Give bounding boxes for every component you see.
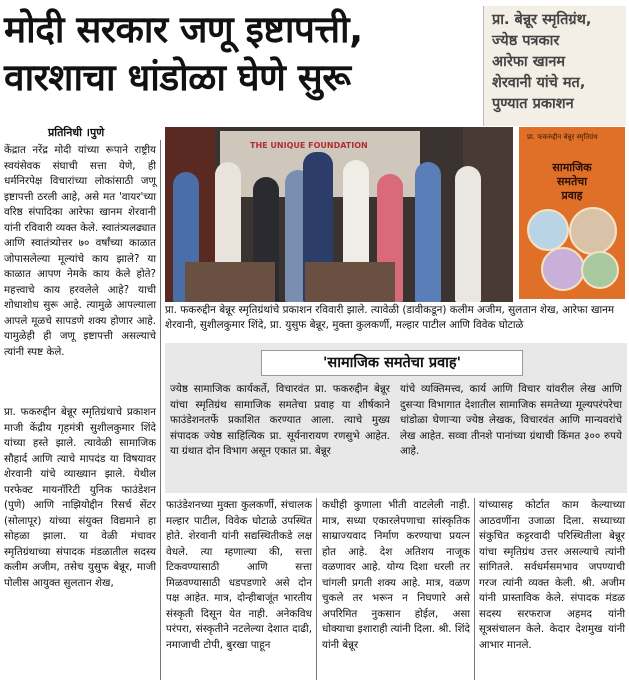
book-title-line: समतेचा: [556, 175, 588, 188]
book-title-line: प्रवाह: [561, 189, 583, 202]
event-photo: [165, 127, 513, 302]
table: [305, 262, 395, 302]
article-col-4: यांच्यासह कोर्टात काम केल्याच्या आठवणींना उजाळा दिला. सध्याच्या संकुचित कट्टरवादी परिस्थितीला बेन्नूर यांचा स्मृतिग्रंथ उत्तर असल्याचे त्यांनी सांगितले. सर्वधर्मसमभाव जपण्याची गरज त्यांनी व्यक्त केली. श्री. अजीम यांनी प्रास्ताविक केले. संपादक मंडळ सदस्य सरफराज अहमद यांनी सूत्रसंचालन केले. केदार देशमुख यांनी आभार मानले.: [479, 499, 625, 651]
book-cover-top: प्रा. फकरुद्दीन बेन्नूर स्मृतिग्रंथ: [527, 133, 598, 141]
byline: प्रतिनिधी ।पुणे: [48, 126, 105, 139]
article-col-1-bottom: प्रा. फकरुद्दीन बेन्नूर स्मृतिग्रंथाचे प्रकाशन माजी केंद्रीय गृहमंत्री सुशीलकुमार शिंदे यांच्या हस्ते झाले. त्यावेळी सामाजिक सौहार्द आणि त्याचे मापदंड या विषयावर शेरवानी यांचे व्याख्यान झाले. येथील परफेक्ट मायनॉरिटी युनिक फाउंडेशन (पुणे) आणि नाझियोद्दीन रिसर्च सेंटर (सोलापूर) यांच्या संयुक्त विद्यमाने हा सोहळा झाला. या वेळी मंचावर स्मृतिग्रंथाच्या संपादक मंडळातील सदस्य कलीम अजीम, तसेच युसुफ बेन्नूर, माजी पोलीस आयुक्त सुलतान शेख,: [4, 406, 156, 589]
banner-text: THE UNIQUE FOUNDATION: [250, 141, 368, 150]
headline-line-2: वारशाचा धांडोळा घेणे सुरू: [4, 56, 351, 99]
headline: [4, 6, 474, 102]
cover-illustration: [541, 247, 585, 291]
book-info-right: यांचे व्यक्तिमत्त्व, कार्य आणि विचार यांवरील लेख आणि दुसऱ्या विभागात देशातील सामाजिक समतेच्या मूल्यपरंपरेचा धांडोळा घेणाऱ्या ज्येष्ठ लेखक, विचारवंत आणि मान्यवरांचे लेख आहेत. सव्वा तीनशे पानांच्या ग्रंथाची किंमत ३०० रुपये आहे.: [400, 383, 622, 457]
book-info-left: ज्येष्ठ सामाजिक कार्यकर्ते, विचारवंत प्रा. फकरुद्दीन बेन्नूर यांचा स्मृतिग्रंथ सामाजिक समतेचा प्रवाह या शीर्षकाने फाउंडेशनतर्फे प्रकाशित करण्यात आला. त्याचे मुख्य संपादक ज्येष्ठ साहित्यिक प्रा. सूर्यनारायण रणसुभे आहेत. या ग्रंथात दोन विभाग असून एकात प्रा. बेन्नूर: [170, 383, 390, 457]
cover-illustration: [569, 207, 617, 255]
person-figure: [455, 166, 481, 302]
cover-illustration: [527, 209, 569, 251]
column-divider: [160, 140, 161, 680]
person-figure: [415, 162, 441, 302]
subheading-box: [483, 6, 626, 126]
article-col-1-top: केंद्रात नरेंद्र मोदी यांच्या रूपाने राष्ट्रीय स्वयंसेवक संघाची सत्ता येणे, ही धर्मनिरपेक्ष विचारांच्या लोकांसाठी जणू इष्टापत्ती ठरली आहे, असे मत 'वायर'च्या वरिष्ठ संपादिका आरेफा खानम शेरवानी यांनी रविवारी व्यक्त केले. स्वातंत्र्यलढ्यात आणि स्वातंत्र्योत्तर ७० वर्षांच्या काळात जोपासलेल्या मूल्यांचे काय झाले? या काळात आपण नेमके काय केले होते? महत्त्वाचे काय हरवलेले आहे? याची शोधाशोध सुरू आहे. त्यामुळे आपल्याला आपले मूळचे सापडणे शक्य होणार आहे. यामुळेही ही जणू इष्टापत्ती असल्याचे त्यांनी स्पष्ट केले.: [4, 144, 156, 358]
subheading-line: आरेफा खानम: [492, 54, 566, 70]
subheading-line: शेरवानी यांचे मत,: [492, 75, 586, 91]
headline-line-1: मोदी सरकार जणू इष्टापत्ती,: [4, 8, 363, 51]
book-title-line: सामाजिक: [552, 161, 592, 174]
book-cover-title: [527, 161, 617, 203]
cover-illustration: [581, 251, 619, 289]
column-divider: [316, 498, 317, 680]
subheading-line: प्रा. बेन्नूर स्मृतिग्रंथ,: [492, 12, 592, 28]
book-cover: [519, 127, 625, 299]
article-col-3: कधीही कुणाला भीती वाटलेली नाही. मात्र, सध्या एकारलेपणाचा सांस्कृतिक साम्राज्यवाद निर्माण करण्याचा प्रयत्न होत आहे. देश अतिशय नाजूक वळणावर आहे. योग्य दिशा धरली तर चांगली प्रगती शक्य आहे. मात्र, वळण चुकले तर भरून न निघणारे असे अपरिमित नुकसान होईल, असा धोक्याचा इशाराही त्यांनी दिला. श्री. शिंदे यांनी बेन्नूर: [322, 499, 470, 651]
article-col-2: फाउंडेशनच्या मुक्ता कुलकर्णी, संचालक मल्हार पाटील, विवेक घोटाळे उपस्थित होते. शेरवानी यांनी सद्यस्थितीकडे लक्ष वेधले. त्या म्हणाल्या की, सत्ता टिकवण्यासाठी आणि सत्ता मिळवण्यासाठी धडपडणारे असे दोन पक्ष आहेत. मात्र, दोन्हीबाजूंत भारतीय संस्कृती दिसून येत नाही. अनेकविध परंपरा, संस्कृतीने नटलेल्या देशात दाढी, नमाजाची टोपी, बुरखा पाहून: [166, 499, 312, 651]
book-info-title: 'सामाजिक समतेचा प्रवाह': [261, 350, 523, 376]
table: [185, 262, 275, 302]
subheading-line: पुण्यात प्रकाशन: [492, 96, 574, 112]
column-divider: [474, 498, 475, 680]
subheading-line: ज्येष्ठ पत्रकार: [492, 33, 560, 49]
photo-caption: प्रा. फकरुद्दीन बेन्नूर स्मृतिग्रंथांचे प्रकाशन रविवारी झाले. त्यावेळी (डावीकडून) कलीम अजीम, सुलतान शेख, आरेफा खानम शेरवानी, सुशीलकुमार शिंदे, प्रा. युसुफ बेन्नूर, मुक्ता कुलकर्णी, मल्हार पाटील आणि विवेक घोटाळे: [165, 304, 615, 331]
